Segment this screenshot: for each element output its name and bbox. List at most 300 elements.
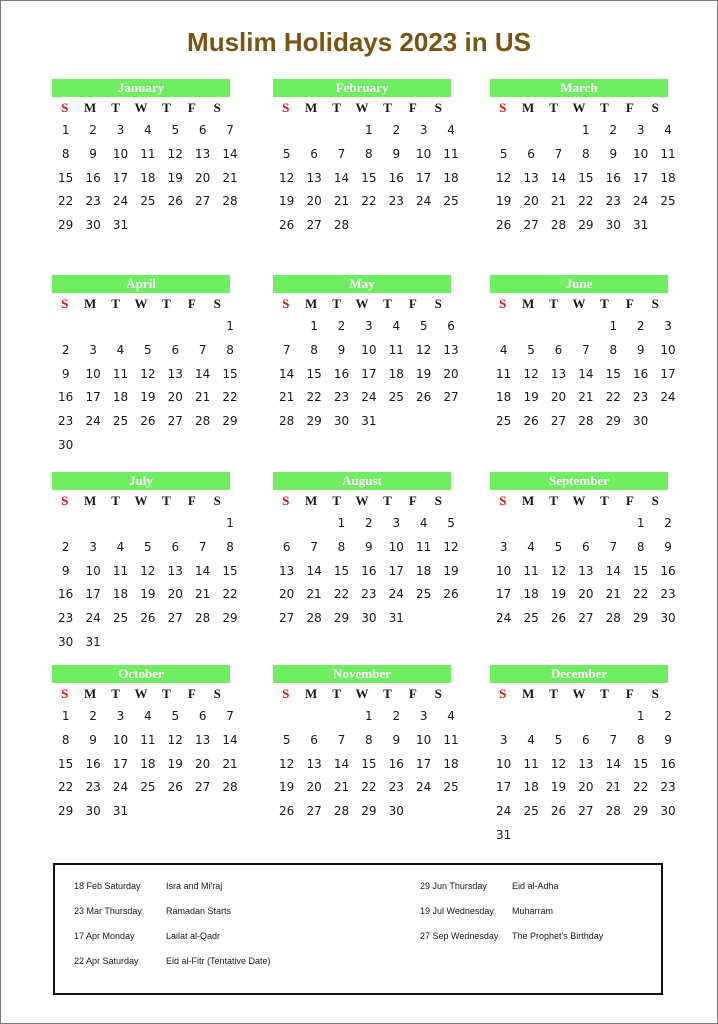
day-cell: 26 (140, 414, 156, 429)
day-cell: 6 (582, 539, 590, 554)
day-cell: 11 (523, 563, 539, 578)
day-blank (545, 315, 572, 339)
day-cell: 8 (582, 146, 590, 161)
day-cell: 27 (306, 218, 322, 233)
day-cell: 1 (310, 319, 318, 333)
day-cell: 8 (636, 539, 645, 554)
day-cell: 5 (144, 539, 152, 554)
day-cell: 2 (664, 709, 672, 723)
day-cell: 24 (85, 611, 101, 626)
weekday-label: F (187, 100, 196, 115)
page-title: Muslim Holidays 2023 in US (187, 27, 531, 57)
day-cell: 21 (578, 390, 594, 405)
day-cell: 15 (605, 366, 621, 381)
weekday-label: S (651, 686, 659, 701)
day-cell: 30 (605, 218, 621, 233)
month-header: December (490, 665, 668, 683)
day-grid (490, 315, 676, 434)
day-cell: 14 (333, 170, 350, 185)
day-cell: 29 (605, 414, 621, 429)
day-cell: 20 (550, 390, 567, 405)
day-cell: 6 (582, 732, 590, 747)
day-cell: 23 (58, 414, 74, 429)
day-cell: 16 (388, 756, 404, 771)
weekday-label: M (304, 493, 318, 508)
day-cell: 26 (550, 804, 567, 819)
weekday-label: S (213, 686, 221, 701)
day-cell: 15 (361, 170, 377, 185)
day-cell: 25 (416, 587, 432, 602)
day-cell: 24 (633, 194, 649, 209)
day-cell: 1 (337, 516, 346, 530)
day-cell: 22 (58, 194, 74, 209)
day-cell: 4 (144, 123, 152, 137)
day-cell: 12 (167, 732, 183, 747)
day-cell: 14 (550, 170, 567, 185)
day-cell: 24 (361, 390, 377, 405)
weekday-label: T (332, 296, 341, 311)
weekday-label: W (572, 493, 586, 508)
day-cell: 1 (609, 319, 618, 333)
day-cell: 3 (89, 342, 97, 357)
day-cell: 24 (416, 194, 432, 209)
day-cell: 12 (443, 539, 459, 554)
day-cell: 9 (636, 342, 645, 357)
day-cell: 8 (609, 342, 618, 357)
day-cell: 29 (222, 611, 238, 626)
day-cell: 5 (554, 539, 563, 554)
day-cell: 21 (550, 194, 567, 209)
day-cell: 7 (582, 342, 590, 357)
weekday-label: T (332, 686, 341, 701)
weekday-label: T (383, 686, 392, 701)
day-cell: 27 (167, 414, 183, 429)
day-cell: 17 (388, 563, 404, 578)
weekday-label: T (332, 493, 341, 508)
day-cell: 10 (416, 146, 432, 161)
day-blank (273, 315, 300, 339)
day-cell: 13 (306, 756, 322, 771)
weekday-label: M (521, 100, 535, 115)
weekday-label: S (499, 493, 507, 508)
weekday-label: S (434, 686, 442, 701)
day-cell: 23 (85, 194, 101, 209)
day-cell: 1 (582, 123, 590, 137)
day-cell: 15 (222, 563, 238, 578)
day-cell: 16 (58, 390, 74, 405)
day-cell: 13 (523, 170, 539, 185)
day-cell: 7 (226, 709, 234, 723)
day-cell: 3 (664, 319, 672, 333)
day-cell: 5 (499, 146, 508, 161)
day-cell: 29 (633, 804, 649, 819)
day-cell: 18 (443, 756, 459, 771)
weekday-label: T (600, 493, 609, 508)
month-header: October (52, 665, 230, 683)
weekday-row (273, 491, 451, 510)
day-blank (545, 705, 572, 729)
day-cell: 15 (333, 563, 350, 578)
month-march (490, 79, 676, 238)
day-cell: 6 (310, 732, 318, 747)
day-cell: 14 (222, 146, 238, 161)
day-cell: 20 (578, 587, 594, 602)
day-blank (300, 512, 327, 536)
day-cell: 8 (337, 539, 346, 554)
day-cell: 26 (550, 611, 567, 626)
holiday-row (420, 906, 660, 931)
day-cell: 4 (447, 709, 455, 723)
day-cell: 31 (633, 218, 649, 233)
weekday-label: W (572, 100, 586, 115)
day-cell: 18 (140, 170, 156, 185)
weekday-label: S (282, 686, 290, 701)
day-cell: 17 (416, 170, 432, 185)
day-cell: 14 (195, 366, 211, 381)
day-cell: 12 (523, 366, 539, 381)
day-cell: 5 (554, 732, 563, 747)
day-cell: 18 (523, 587, 539, 602)
holiday-date: 19 Jul Wednesday (420, 906, 494, 916)
holiday-date: 18 Feb Saturday (74, 881, 141, 891)
day-cell: 25 (388, 390, 404, 405)
month-header: January (52, 79, 230, 97)
day-cell: 9 (392, 732, 401, 747)
day-cell: 12 (416, 342, 432, 357)
weekday-label: T (111, 100, 120, 115)
day-cell: 26 (496, 218, 512, 233)
day-cell: 12 (279, 756, 295, 771)
day-cell: 22 (633, 587, 649, 602)
day-cell: 9 (365, 539, 373, 554)
day-cell: 28 (578, 414, 594, 429)
day-cell: 21 (195, 587, 211, 602)
day-cell: 11 (443, 146, 459, 161)
day-cell: 17 (112, 756, 129, 771)
day-cell: 9 (392, 146, 401, 161)
holiday-list-box (53, 863, 663, 995)
weekday-label: T (549, 296, 558, 311)
day-cell: 3 (419, 709, 428, 723)
day-blank (517, 315, 544, 339)
day-cell: 20 (523, 194, 539, 209)
day-cell: 16 (633, 366, 649, 381)
day-cell: 26 (167, 780, 183, 795)
day-cell: 15 (58, 170, 74, 185)
day-grid (273, 119, 459, 238)
day-cell: 7 (310, 539, 318, 554)
day-cell: 18 (112, 390, 129, 405)
day-cell: 15 (578, 170, 594, 185)
day-cell: 9 (89, 732, 97, 747)
day-cell: 30 (58, 634, 74, 649)
weekday-label: F (625, 686, 634, 701)
day-cell: 21 (605, 780, 621, 795)
weekday-label: T (162, 100, 171, 115)
day-cell: 20 (443, 366, 459, 381)
day-cell: 5 (282, 146, 291, 161)
weekday-label: T (111, 686, 120, 701)
day-blank (517, 119, 544, 143)
day-cell: 8 (61, 146, 70, 161)
day-cell: 15 (222, 366, 238, 381)
weekday-label: T (111, 493, 120, 508)
holiday-date: 17 Apr Monday (74, 931, 135, 941)
day-cell: 2 (61, 539, 70, 554)
day-cell: 19 (496, 194, 512, 209)
day-cell: 4 (527, 539, 535, 554)
weekday-label: W (355, 296, 369, 311)
day-grid (273, 315, 459, 434)
day-cell: 1 (636, 709, 645, 723)
day-cell: 27 (578, 804, 594, 819)
weekday-label: W (134, 296, 148, 311)
day-cell: 18 (496, 390, 512, 405)
day-cell: 23 (58, 611, 74, 626)
month-header: May (273, 275, 451, 293)
day-cell: 31 (85, 634, 101, 649)
day-blank (79, 315, 106, 339)
day-cell: 22 (222, 390, 238, 405)
day-cell: 28 (333, 218, 350, 233)
weekday-label: S (61, 686, 69, 701)
weekday-label: S (499, 296, 507, 311)
day-cell: 25 (140, 194, 156, 209)
day-grid (273, 705, 459, 824)
day-cell: 16 (361, 563, 377, 578)
day-cell: 22 (605, 390, 621, 405)
weekday-label: M (521, 493, 535, 508)
day-cell: 7 (198, 539, 207, 554)
weekday-row (273, 98, 451, 117)
weekday-label: T (162, 493, 171, 508)
day-cell: 4 (144, 709, 152, 723)
day-cell: 20 (306, 780, 322, 795)
day-cell: 4 (447, 123, 455, 137)
weekday-label: T (332, 100, 341, 115)
weekday-label: M (304, 296, 318, 311)
weekday-label: S (61, 296, 69, 311)
day-cell: 24 (496, 804, 512, 819)
day-cell: 19 (167, 170, 183, 185)
weekday-row (490, 684, 668, 703)
day-cell: 31 (112, 804, 129, 819)
month-may (273, 275, 459, 434)
day-cell: 12 (550, 756, 567, 771)
day-cell: 21 (222, 756, 238, 771)
day-cell: 16 (58, 587, 74, 602)
holiday-column-right (420, 881, 660, 956)
day-cell: 14 (578, 366, 594, 381)
month-header: April (52, 275, 230, 293)
month-june (490, 275, 676, 434)
weekday-label: S (434, 493, 442, 508)
day-cell: 12 (140, 563, 156, 578)
day-cell: 29 (58, 218, 74, 233)
day-cell: 11 (660, 146, 676, 161)
day-cell: 20 (306, 194, 322, 209)
weekday-row (490, 98, 668, 117)
weekday-label: W (134, 686, 148, 701)
day-grid (52, 512, 238, 655)
day-cell: 20 (578, 780, 594, 795)
day-cell: 28 (605, 611, 621, 626)
day-cell: 13 (195, 732, 211, 747)
weekday-label: T (600, 100, 609, 115)
day-cell: 16 (333, 366, 350, 381)
day-cell: 29 (578, 218, 594, 233)
day-cell: 13 (279, 563, 295, 578)
day-blank (189, 315, 216, 339)
day-cell: 14 (279, 366, 295, 381)
holiday-date: 23 Mar Thursday (74, 906, 142, 916)
day-cell: 15 (361, 756, 377, 771)
day-cell: 25 (523, 804, 539, 819)
day-cell: 26 (443, 587, 459, 602)
day-cell: 19 (279, 194, 295, 209)
day-cell: 5 (144, 342, 152, 357)
weekday-label: M (304, 686, 318, 701)
holiday-name: Muharram (512, 906, 554, 916)
weekday-label: S (213, 100, 221, 115)
weekday-label: T (549, 686, 558, 701)
day-cell: 5 (419, 319, 428, 333)
day-cell: 10 (496, 756, 512, 771)
day-cell: 29 (333, 611, 350, 626)
day-cell: 13 (578, 563, 594, 578)
day-cell: 1 (365, 709, 373, 723)
weekday-label: W (355, 493, 369, 508)
day-cell: 24 (388, 587, 404, 602)
day-cell: 27 (195, 780, 211, 795)
weekday-label: W (572, 686, 586, 701)
weekday-label: M (521, 296, 535, 311)
weekday-row (273, 294, 451, 313)
day-cell: 6 (554, 342, 563, 357)
month-header: August (273, 472, 451, 490)
day-cell: 7 (609, 539, 618, 554)
day-cell: 17 (85, 390, 101, 405)
day-cell: 21 (333, 194, 350, 209)
day-cell: 2 (664, 516, 672, 530)
holiday-date: 27 Sep Wednesday (420, 931, 499, 941)
day-cell: 16 (85, 756, 101, 771)
day-cell: 1 (226, 516, 234, 530)
day-cell: 23 (605, 194, 621, 209)
day-cell: 21 (279, 390, 295, 405)
day-cell: 18 (140, 756, 156, 771)
month-april (52, 275, 238, 458)
weekday-row (490, 294, 668, 313)
day-cell: 10 (85, 366, 101, 381)
day-cell: 11 (443, 732, 459, 747)
day-cell: 29 (58, 804, 74, 819)
day-cell: 28 (306, 611, 322, 626)
weekday-label: T (383, 296, 392, 311)
day-cell: 15 (633, 756, 649, 771)
day-cell: 16 (605, 170, 621, 185)
day-cell: 12 (279, 170, 295, 185)
holiday-date: 29 Jun Thursday (420, 881, 487, 891)
day-cell: 6 (310, 146, 318, 161)
day-cell: 5 (171, 709, 180, 723)
day-cell: 23 (633, 390, 649, 405)
day-cell: 29 (306, 414, 322, 429)
day-cell: 19 (523, 390, 539, 405)
day-cell: 13 (167, 366, 183, 381)
day-cell: 11 (140, 732, 156, 747)
day-cell: 14 (605, 756, 621, 771)
day-grid (490, 119, 676, 238)
day-cell: 1 (61, 709, 70, 723)
day-cell: 10 (112, 732, 129, 747)
day-cell: 19 (167, 756, 183, 771)
weekday-label: F (187, 493, 196, 508)
day-cell: 19 (279, 780, 295, 795)
weekday-label: T (162, 686, 171, 701)
weekday-label: W (355, 686, 369, 701)
day-blank (490, 315, 517, 339)
weekday-label: S (434, 100, 442, 115)
day-blank (273, 119, 300, 143)
day-cell: 3 (392, 516, 401, 530)
day-cell: 20 (167, 587, 183, 602)
day-cell: 27 (279, 611, 295, 626)
weekday-label: S (434, 296, 442, 311)
day-cell: 23 (85, 780, 101, 795)
day-cell: 24 (416, 780, 432, 795)
day-cell: 13 (578, 756, 594, 771)
day-cell: 25 (112, 611, 129, 626)
day-cell: 24 (112, 194, 129, 209)
day-cell: 18 (388, 366, 404, 381)
weekday-label: W (134, 493, 148, 508)
day-blank (517, 705, 544, 729)
day-cell: 10 (660, 342, 676, 357)
day-blank (600, 512, 627, 536)
day-cell: 13 (167, 563, 183, 578)
day-blank (328, 705, 355, 729)
weekday-label: S (213, 493, 221, 508)
holiday-row (74, 931, 414, 956)
weekday-label: T (162, 296, 171, 311)
day-cell: 11 (388, 342, 404, 357)
day-cell: 2 (609, 123, 618, 137)
day-cell: 20 (279, 587, 295, 602)
day-cell: 14 (222, 732, 238, 747)
holiday-date: 22 Apr Saturday (74, 956, 139, 966)
day-cell: 6 (171, 342, 180, 357)
day-cell: 14 (333, 756, 350, 771)
day-cell: 2 (392, 709, 401, 723)
weekday-label: T (600, 686, 609, 701)
day-grid (490, 705, 676, 848)
day-cell: 22 (633, 780, 649, 795)
day-cell: 20 (167, 390, 183, 405)
day-grid (490, 512, 676, 631)
day-blank (300, 119, 327, 143)
day-cell: 25 (112, 414, 129, 429)
day-cell: 25 (660, 194, 676, 209)
weekday-label: S (282, 100, 290, 115)
day-cell: 5 (282, 732, 291, 747)
day-cell: 9 (609, 146, 618, 161)
month-header: September (490, 472, 668, 490)
day-cell: 23 (333, 390, 350, 405)
day-cell: 6 (171, 539, 180, 554)
day-cell: 13 (195, 146, 211, 161)
day-cell: 12 (496, 170, 512, 185)
